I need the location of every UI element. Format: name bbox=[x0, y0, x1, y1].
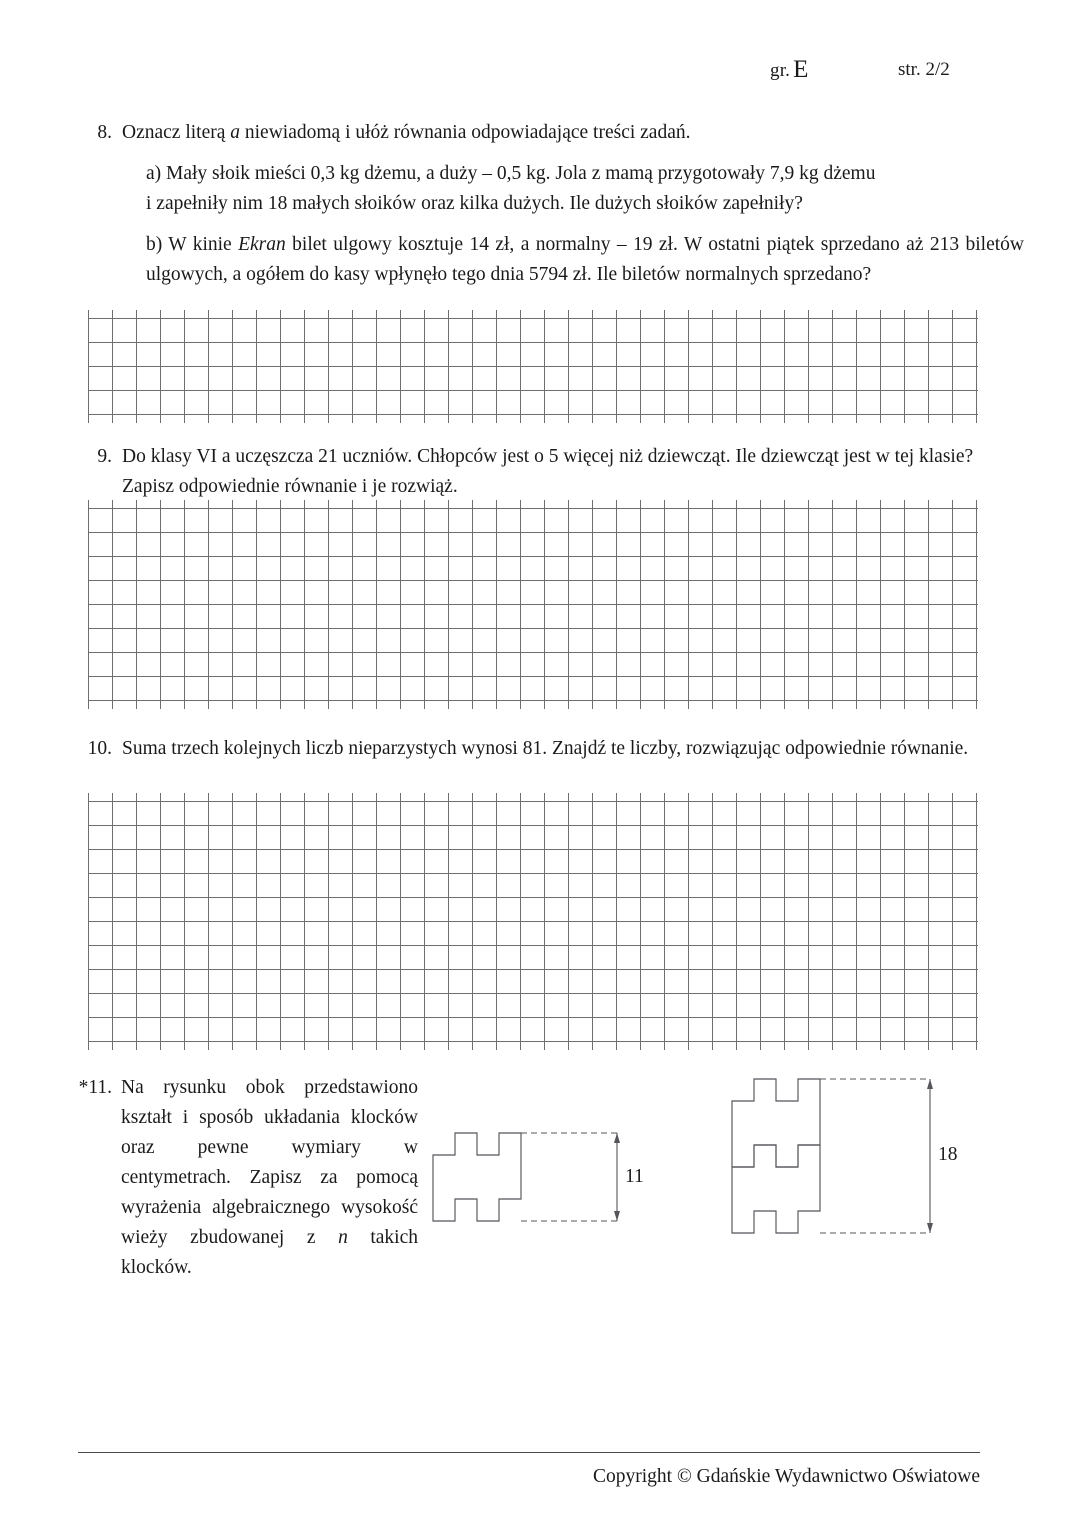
stacked-blocks-dimension-label: 18 bbox=[938, 1144, 958, 1165]
stacked-blocks-drawing bbox=[712, 1071, 952, 1241]
answer-grid-exercise-9[interactable] bbox=[88, 508, 978, 701]
11-before: Na rysunku obok przedstawiono kształt i sposób układania klocków oraz pewne wymiary w centymetrach. Zapisz za pomocą wyrażenia algebraicznego wysokość wieży zbudowanej z bbox=[121, 1077, 418, 1248]
exercise-8-number: 8. bbox=[97, 122, 112, 143]
8b-after: bilet ulgowy kosztuje 14 zł, a normalny – 19 zł. W ostatni piątek sprzedano aż 213 biletów ulgowych, a ogółem do kasy wpłynęło tego dnia 5794 zł. Ile biletów normalnych sprzedano? bbox=[146, 234, 1024, 285]
group-prefix: gr. bbox=[770, 60, 791, 81]
footer-divider bbox=[78, 1452, 980, 1453]
page-number-label: str. 2/2 bbox=[898, 59, 950, 80]
lead-variable: a bbox=[230, 122, 241, 143]
page-header bbox=[0, 56, 1080, 90]
block-outline bbox=[433, 1133, 521, 1221]
answer-grid-exercise-8[interactable] bbox=[88, 318, 978, 415]
group-label bbox=[770, 56, 809, 84]
single-block-dimension-label: 11 bbox=[625, 1166, 644, 1187]
exercise-8b-text bbox=[146, 230, 1024, 290]
exercise-8 bbox=[78, 118, 1024, 290]
group-letter: E bbox=[793, 56, 809, 83]
single-block-drawing bbox=[425, 1125, 640, 1235]
exercise-8a-line2: i zapełniły nim 18 małych słoików oraz kilka dużych. Ile dużych słoików zapełniły? bbox=[146, 193, 803, 214]
lead-before: Oznacz literą bbox=[122, 122, 231, 143]
exercise-8-lead bbox=[122, 118, 1024, 148]
grid-vertical-lines bbox=[88, 500, 978, 709]
exercise-10-number: 10. bbox=[87, 738, 112, 759]
dim-arrowhead-bottom bbox=[614, 1211, 620, 1221]
exercise-10-text: Suma trzech kolejnych liczb nieparzystych wynosi 81. Znajdź te liczby, rozwiązując odpowiednie równanie. bbox=[122, 738, 969, 759]
dim-arrowhead-top bbox=[927, 1079, 933, 1089]
exercise-9-number: 9. bbox=[97, 446, 112, 467]
8b-before: b) W kinie bbox=[146, 234, 239, 255]
exercise-11 bbox=[58, 1073, 418, 1283]
exercise-9-text: Do klasy VI a uczęszcza 21 uczniów. Chłopców jest o 5 więcej niż dziewcząt. Ile dziewcząt jest w tej klasie? Zapisz odpowiednie równanie i je rozwiąż. bbox=[122, 446, 974, 497]
exercise-8-body bbox=[122, 118, 1024, 290]
lead-after: niewiadomą i ułóż równania odpowiadające treści zadań. bbox=[240, 122, 691, 143]
11-variable: n bbox=[338, 1227, 348, 1248]
lower-block-outline bbox=[732, 1145, 820, 1233]
grid-vertical-lines bbox=[88, 310, 978, 423]
answer-grid-exercise-10[interactable] bbox=[88, 801, 978, 1042]
exercise-8a-line1: a) Mały słoik mieści 0,3 kg dżemu, a duży – 0,5 kg. Jola z mamą przygotowały 7,9 kg dżemu bbox=[146, 163, 876, 184]
11-after: takich klocków. bbox=[121, 1227, 418, 1278]
figure-stacked-blocks bbox=[712, 1071, 958, 1241]
dim-arrowhead-bottom bbox=[927, 1223, 933, 1233]
exercise-9 bbox=[78, 442, 980, 502]
exercise-11-number: *11. bbox=[78, 1077, 112, 1098]
figure-single-block bbox=[425, 1125, 644, 1235]
grid-vertical-lines bbox=[88, 793, 978, 1050]
exercise-11-text bbox=[121, 1073, 418, 1283]
footer-copyright: Copyright © Gdańskie Wydawnictwo Oświatowe bbox=[593, 1466, 980, 1487]
8b-cinema-name: Ekran bbox=[238, 234, 286, 255]
dim-arrowhead-top bbox=[614, 1133, 620, 1143]
exercise-10 bbox=[68, 734, 980, 764]
